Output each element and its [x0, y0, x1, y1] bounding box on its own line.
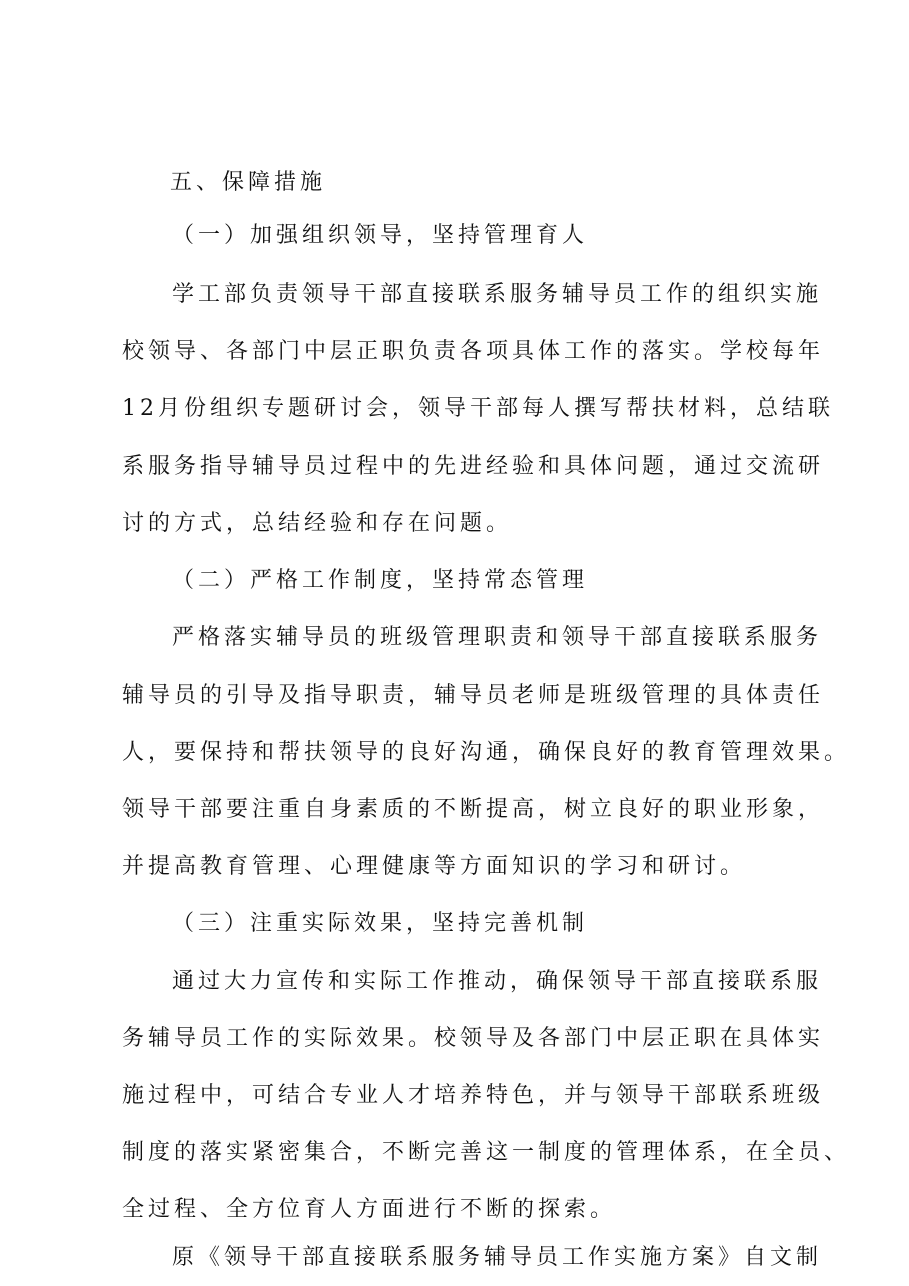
paragraph-line: 领导干部要注重自身素质的不断提高，树立良好的职业形象，	[122, 797, 825, 822]
paragraph-line: 严格落实辅导员的班级管理职责和领导干部直接联系服务	[172, 625, 823, 650]
subsection-heading-2: （二）严格工作制度，坚持常态管理	[172, 568, 589, 593]
subsection-heading-3: （三）注重实际效果，坚持完善机制	[172, 911, 589, 936]
paragraph-line: 人，要保持和帮扶领导的良好沟通，确保良好的教育管理效果。	[122, 740, 851, 765]
paragraph-line: 务辅导员工作的实际效果。校领导及各部门中层正职在具体实	[122, 1026, 825, 1051]
paragraph-line: 辅导员的引导及指导职责，辅导员老师是班级管理的具体责任	[122, 683, 825, 708]
paragraph-line: 全过程、全方位育人方面进行不断的探索。	[122, 1197, 617, 1222]
subsection-heading-1: （一）加强组织领导，坚持管理育人	[172, 223, 589, 248]
paragraph-line: 讨的方式，总结经验和存在问题。	[122, 511, 513, 536]
paragraph-line: 通过大力宣传和实际工作推动，确保领导干部直接联系服	[172, 969, 823, 994]
paragraph-line: 施过程中，可结合专业人才培养特色，并与领导干部联系班级	[122, 1083, 825, 1108]
paragraph-line: 校领导、各部门中层正职负责各项具体工作的落实。学校每年	[122, 339, 825, 364]
section-heading: 五、保障措施	[170, 170, 327, 195]
paragraph-line: 学工部负责领导干部直接联系服务辅导员工作的组织实施	[172, 282, 823, 307]
paragraph-line: 原《领导干部直接联系服务辅导员工作实施方案》自文制	[172, 1245, 823, 1270]
paragraph-line: 制度的落实紧密集合，不断完善这一制度的管理体系，在全员、	[122, 1140, 851, 1165]
paragraph-line: 并提高教育管理、心理健康等方面知识的学习和研讨。	[122, 854, 747, 879]
paragraph-line: 12月份组织专题研讨会，领导干部每人撰写帮扶材料，总结联	[122, 396, 834, 421]
paragraph-line: 系服务指导辅导员过程中的先进经验和具体问题，通过交流研	[122, 454, 825, 479]
